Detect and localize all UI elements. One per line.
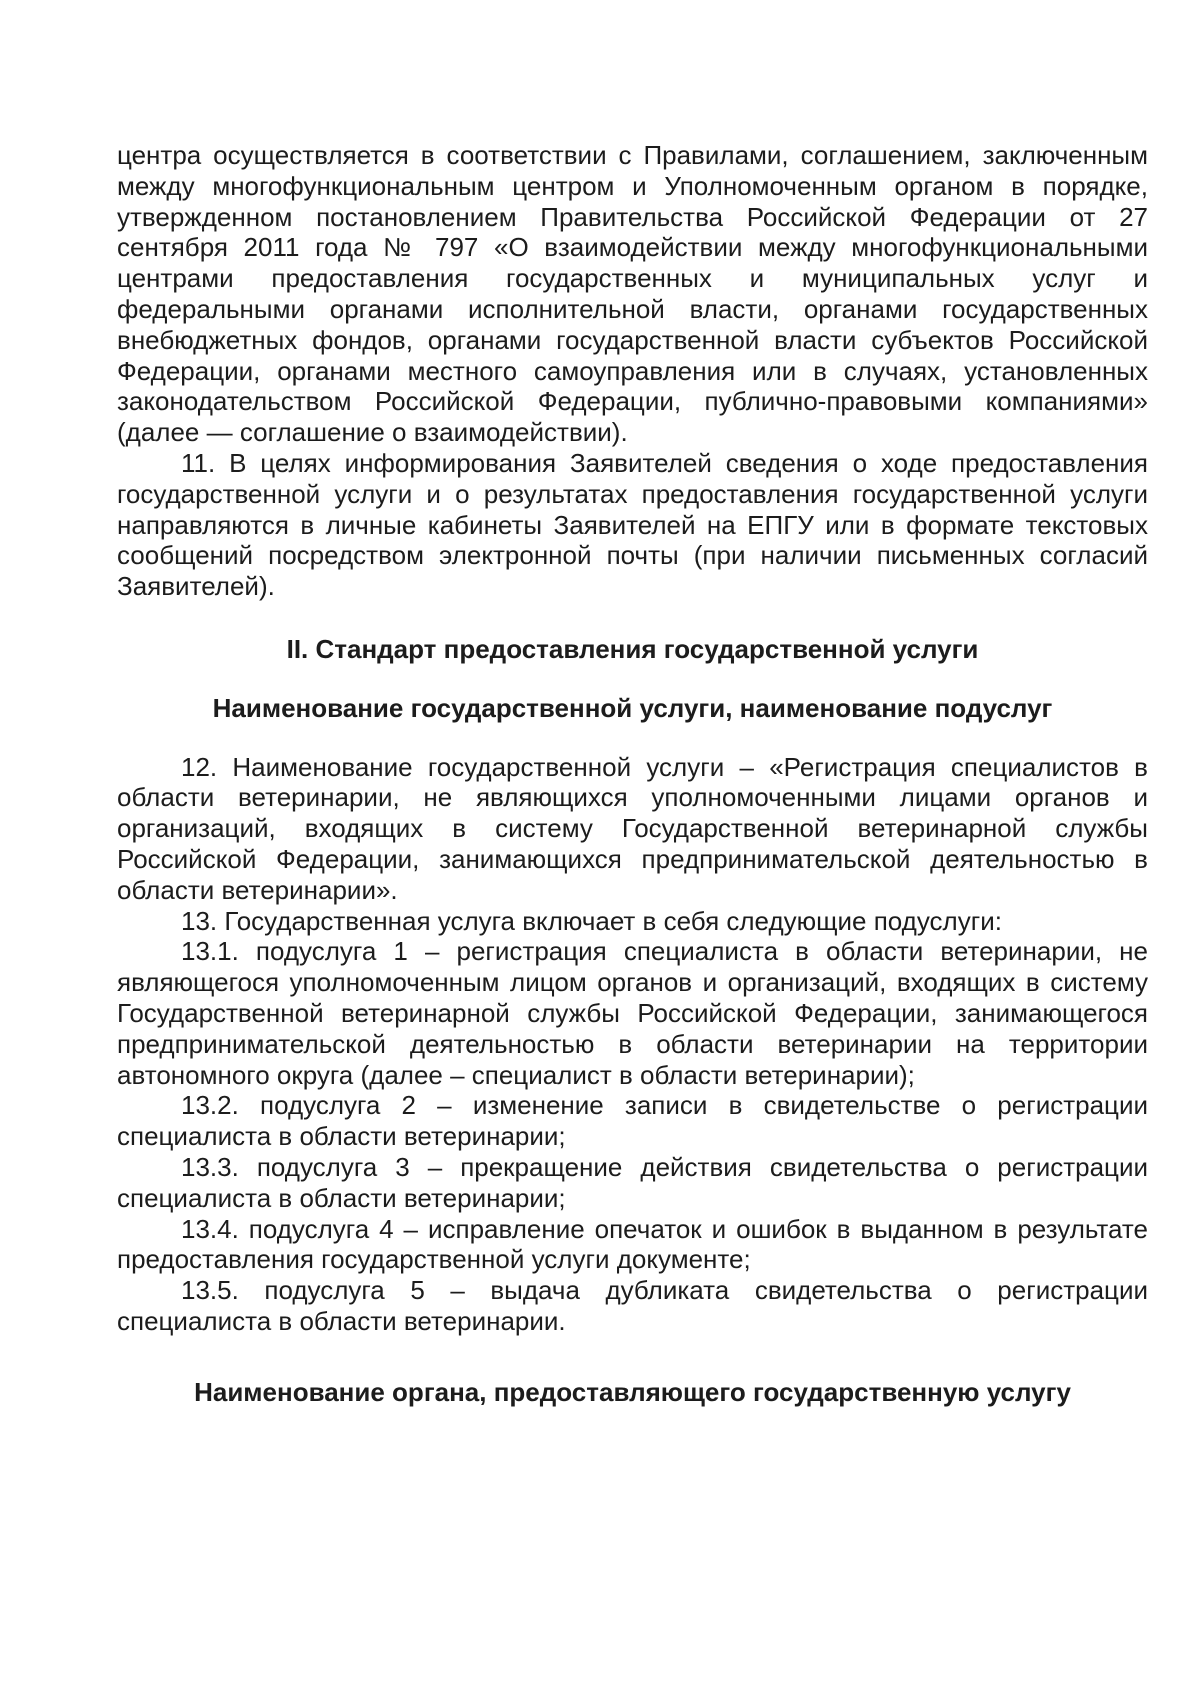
paragraph-item-13-4: 13.4. подуслуга 4 – исправление опечаток и ошибок в выданном в результате предоставления государственной услуги документе; xyxy=(117,1213,1148,1275)
paragraph-item-13-3: 13.3. подуслуга 3 – прекращение действия свидетельства о регистрации специалиста в области ветеринарии; xyxy=(117,1151,1148,1213)
paragraph-item-13-1: 13.1. подуслуга 1 – регистрация специалиста в области ветеринарии, не являющегося уполномоченным лицом органов и организаций, входящих в систему Государственной ветеринарной службы Российской Федерации, занимающегося предпринимательской деятельностью в области ветеринарии на территории автономного округа (далее – специалист в области ветеринарии); xyxy=(117,936,1148,1090)
paragraph-item-13-5: 13.5. подуслуга 5 – выдача дубликата свидетельства о регистрации специалиста в области ветеринарии. xyxy=(117,1275,1148,1336)
paragraph-item-11: 11. В целях информирования Заявителей сведения о ходе предоставления государственной услуги и о результатах предоставления государственной услуги направляются в личные кабинеты Заявителей на ЕПГУ или в формате текстовых сообщений посредством электронной почты (при наличии письменных согласий Заявителей). xyxy=(117,447,1148,602)
paragraph-continuation: центра осуществляется в соответствии с Правилами, соглашением, заключенным между многофункциональным центром и Уполномоченным органом в порядке, утвержденном постановлением Правительства Российской Федерации от 27 сентября 2011 года № 797 «О взаимодействии между многофункциональными центрами предоставления государственных и муниципальных услуг и федеральными органами исполнительной власти, органами государственных внебюджетных фондов, органами государственной власти субъектов Российской Федерации, органами местного самоуправления или в случаях, установленных законодательством Российской Федерации, публично-правовыми компаниями» (далее — соглашение о взаимодействии). xyxy=(117,140,1148,448)
subheading-service-name: Наименование государственной услуги, наименование подуслуг xyxy=(212,692,1053,723)
paragraph-item-13: 13. Государственная услуга включает в себя следующие подуслуги: xyxy=(181,905,1002,936)
paragraph-item-12: 12. Наименование государственной услуги – «Регистрация специалистов в области ветеринарии, не являющихся уполномоченными лицами органов и организаций, входящих в систему Государственной ветеринарной службы Российской Федерации, занимающихся предпринимательской деятельностью в области ветеринарии». xyxy=(117,751,1148,905)
paragraph-item-13-2: 13.2. подуслуга 2 – изменение записи в свидетельстве о регистрации специалиста в области ветеринарии; xyxy=(117,1090,1148,1152)
document-page xyxy=(117,140,1148,1407)
subheading-authority: Наименование органа, предоставляющего государственную услугу xyxy=(194,1376,1071,1407)
section-heading: II. Стандарт предоставления государственной услуги xyxy=(286,633,979,664)
